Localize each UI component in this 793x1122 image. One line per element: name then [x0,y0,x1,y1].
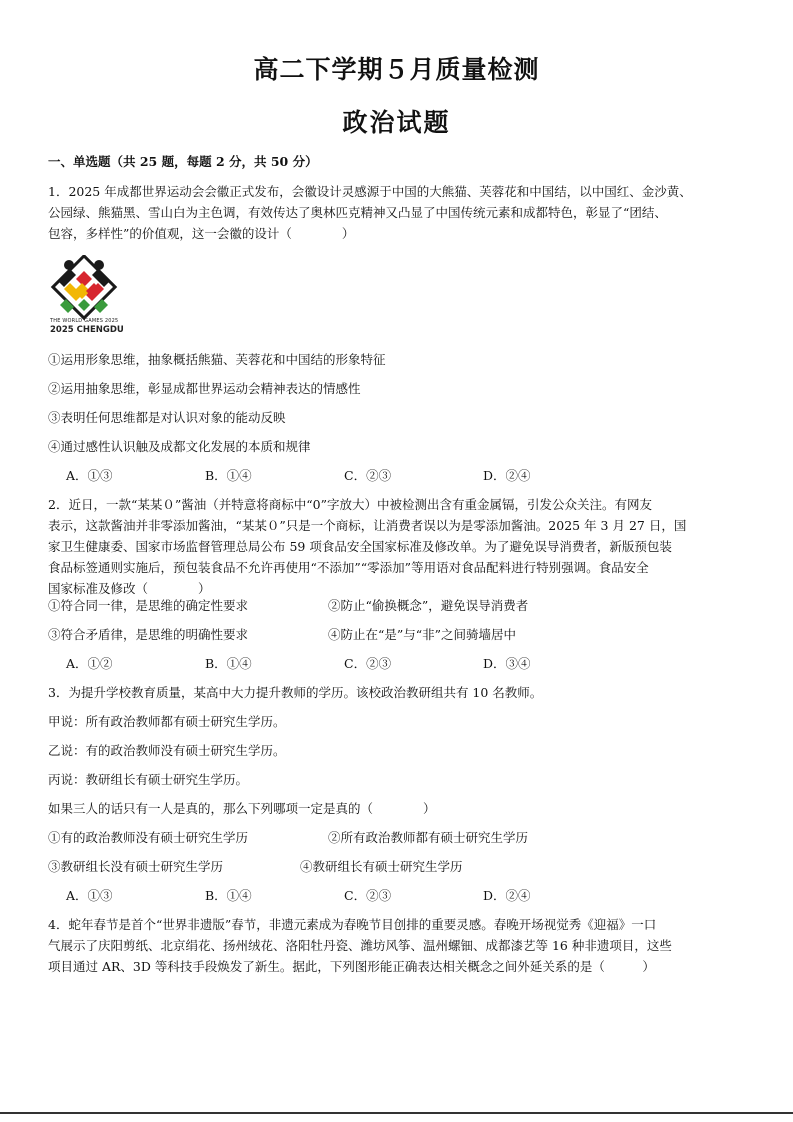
q2-option-d[interactable]: D．③④ [483,656,531,671]
q1-statement-3: ③表明任何思维都是对认识对象的能动反映 [48,410,286,425]
q2-option-b[interactable]: B．①④ [205,656,252,671]
q2-option-a[interactable]: A．①② [66,656,113,671]
q2-statement-4: ④防止在“是”与“非”之间骑墙居中 [328,627,517,642]
q3-statement-4: ④教研组长有硕士研究生学历 [300,859,463,874]
q4-stem-line-1: 4．蛇年春节是首个“世界非遗版”春节，非遗元素成为春晚节目创排的重要灵感。春晚开场视觉秀《迎福》一口 [48,917,657,932]
q1-options [66,465,622,486]
q3-option-c[interactable]: C．②③ [344,888,392,903]
q4-stem-line-2: 气展示了庆阳剪纸、北京绢花、扬州绒花、洛阳牡丹瓷、潍坊风筝、温州螺钿、成都漆艺等 16 种非遗项目，这些 [48,938,672,953]
q2-option-c[interactable]: C．②③ [344,656,392,671]
q3-jia: 甲说：所有政治教师都有硕士研究生学历。 [48,714,286,729]
q2-statement-2: ②防止“偷换概念”，避免误导消费者 [328,598,529,613]
q1-stem-line-1: 1．2025 年成都世界运动会会徽正式发布，会徽设计灵感源于中国的大熊猫、芙蓉花和中国结，以中国红、金沙黄、 [48,184,692,199]
q3-statements-row-2 [48,856,463,877]
q3-options [66,885,622,906]
q2-statement-3: ③符合矛盾律，是思维的明确性要求 [48,627,249,642]
q1-stem-line-3: 包容，多样性”的价值观，这一会徽的设计（ ） [48,226,355,241]
q1-option-c[interactable]: C．②③ [344,468,392,483]
q2-statements-row-1 [48,595,528,616]
page-subtitle: 政治试题 [342,108,451,137]
q2-stem-line-5: 国家标准及修改（ ） [48,581,211,596]
q3-stem: 3．为提升学校教育质量，某高中大力提升教师的学历。该校政治教研组共有 10 名教师。 [48,685,543,700]
logo-caption-small: THE WORLD GAMES 2025 [50,318,119,324]
q1-option-d[interactable]: D．②④ [483,468,531,483]
q3-statements-row-1 [48,827,528,848]
q1-statement-2: ②运用抽象思维，彰显成都世界运动会精神表达的情感性 [48,381,361,396]
q1-stem-line-2: 公园绿、熊猫黑、雪山白为主色调，有效传达了奥林匹克精神又凸显了中国传统元素和成都特色，彰显了“团结、 [48,205,667,220]
page-title: 高二下学期５月质量检测 [253,55,540,84]
q1-statement-4: ④通过感性认识触及成都文化发展的本质和规律 [48,439,311,454]
q4-stem-line-3: 项目通过 AR、3D 等科技手段焕发了新生。据此，下列图形能正确表达相关概念之间外延关系的是（ ） [48,959,655,974]
q3-yi: 乙说：有的政治教师没有硕士研究生学历。 [48,743,286,758]
logo-caption-large: 2025 CHENGDU [50,325,124,335]
q1-option-a[interactable]: A．①③ [66,468,113,483]
q3-statement-2: ②所有政治教师都有硕士研究生学历 [328,830,529,845]
q1-statement-1: ①运用形象思维，抽象概括熊猫、芙蓉花和中国结的形象特征 [48,352,386,367]
q2-stem-line-4: 食品标签通则实施后，预包装食品不允许再使用“不添加”“零添加”等用语对食品配料进行特别强调。食品安全 [48,560,649,575]
q3-option-b[interactable]: B．①④ [205,888,252,903]
section-heading: 一、单选题（共 25 题，每题 2 分，共 50 分） [48,154,318,169]
page-bottom-rule [0,1112,793,1114]
q2-stem-line-1: 2．近日，一款“某某０”酱油（并特意将商标中“0”字放大）中被检测出含有重金属镉，引发公众关注。有网友 [48,497,652,512]
q2-stem-line-2: 表示，这款酱油并非零添加酱油，“某某０”只是一个商标，让消费者误以为是零添加酱油。2025 年 3 月 27 日，国 [48,518,687,533]
q3-statement-1: ①有的政治教师没有硕士研究生学历 [48,830,249,845]
q1-option-b[interactable]: B．①④ [205,468,252,483]
q3-option-d[interactable]: D．②④ [483,888,531,903]
q2-statements-row-2 [48,624,516,645]
q2-options [66,653,622,674]
q3-option-a[interactable]: A．①③ [66,888,113,903]
q2-statement-1: ①符合同一律，是思维的确定性要求 [48,598,249,613]
q3-bing: 丙说：教研组长有硕士研究生学历。 [48,772,249,787]
q2-stem-line-3: 家卫生健康委、国家市场监督管理总局公布 59 项食品安全国家标准及修改单。为了避免误导消费者，新版预包装 [48,539,672,554]
q3-question: 如果三人的话只有一人是真的，那么下列哪项一定是真的（ ） [48,801,436,816]
q3-statement-3: ③教研组长没有硕士研究生学历 [48,859,224,874]
